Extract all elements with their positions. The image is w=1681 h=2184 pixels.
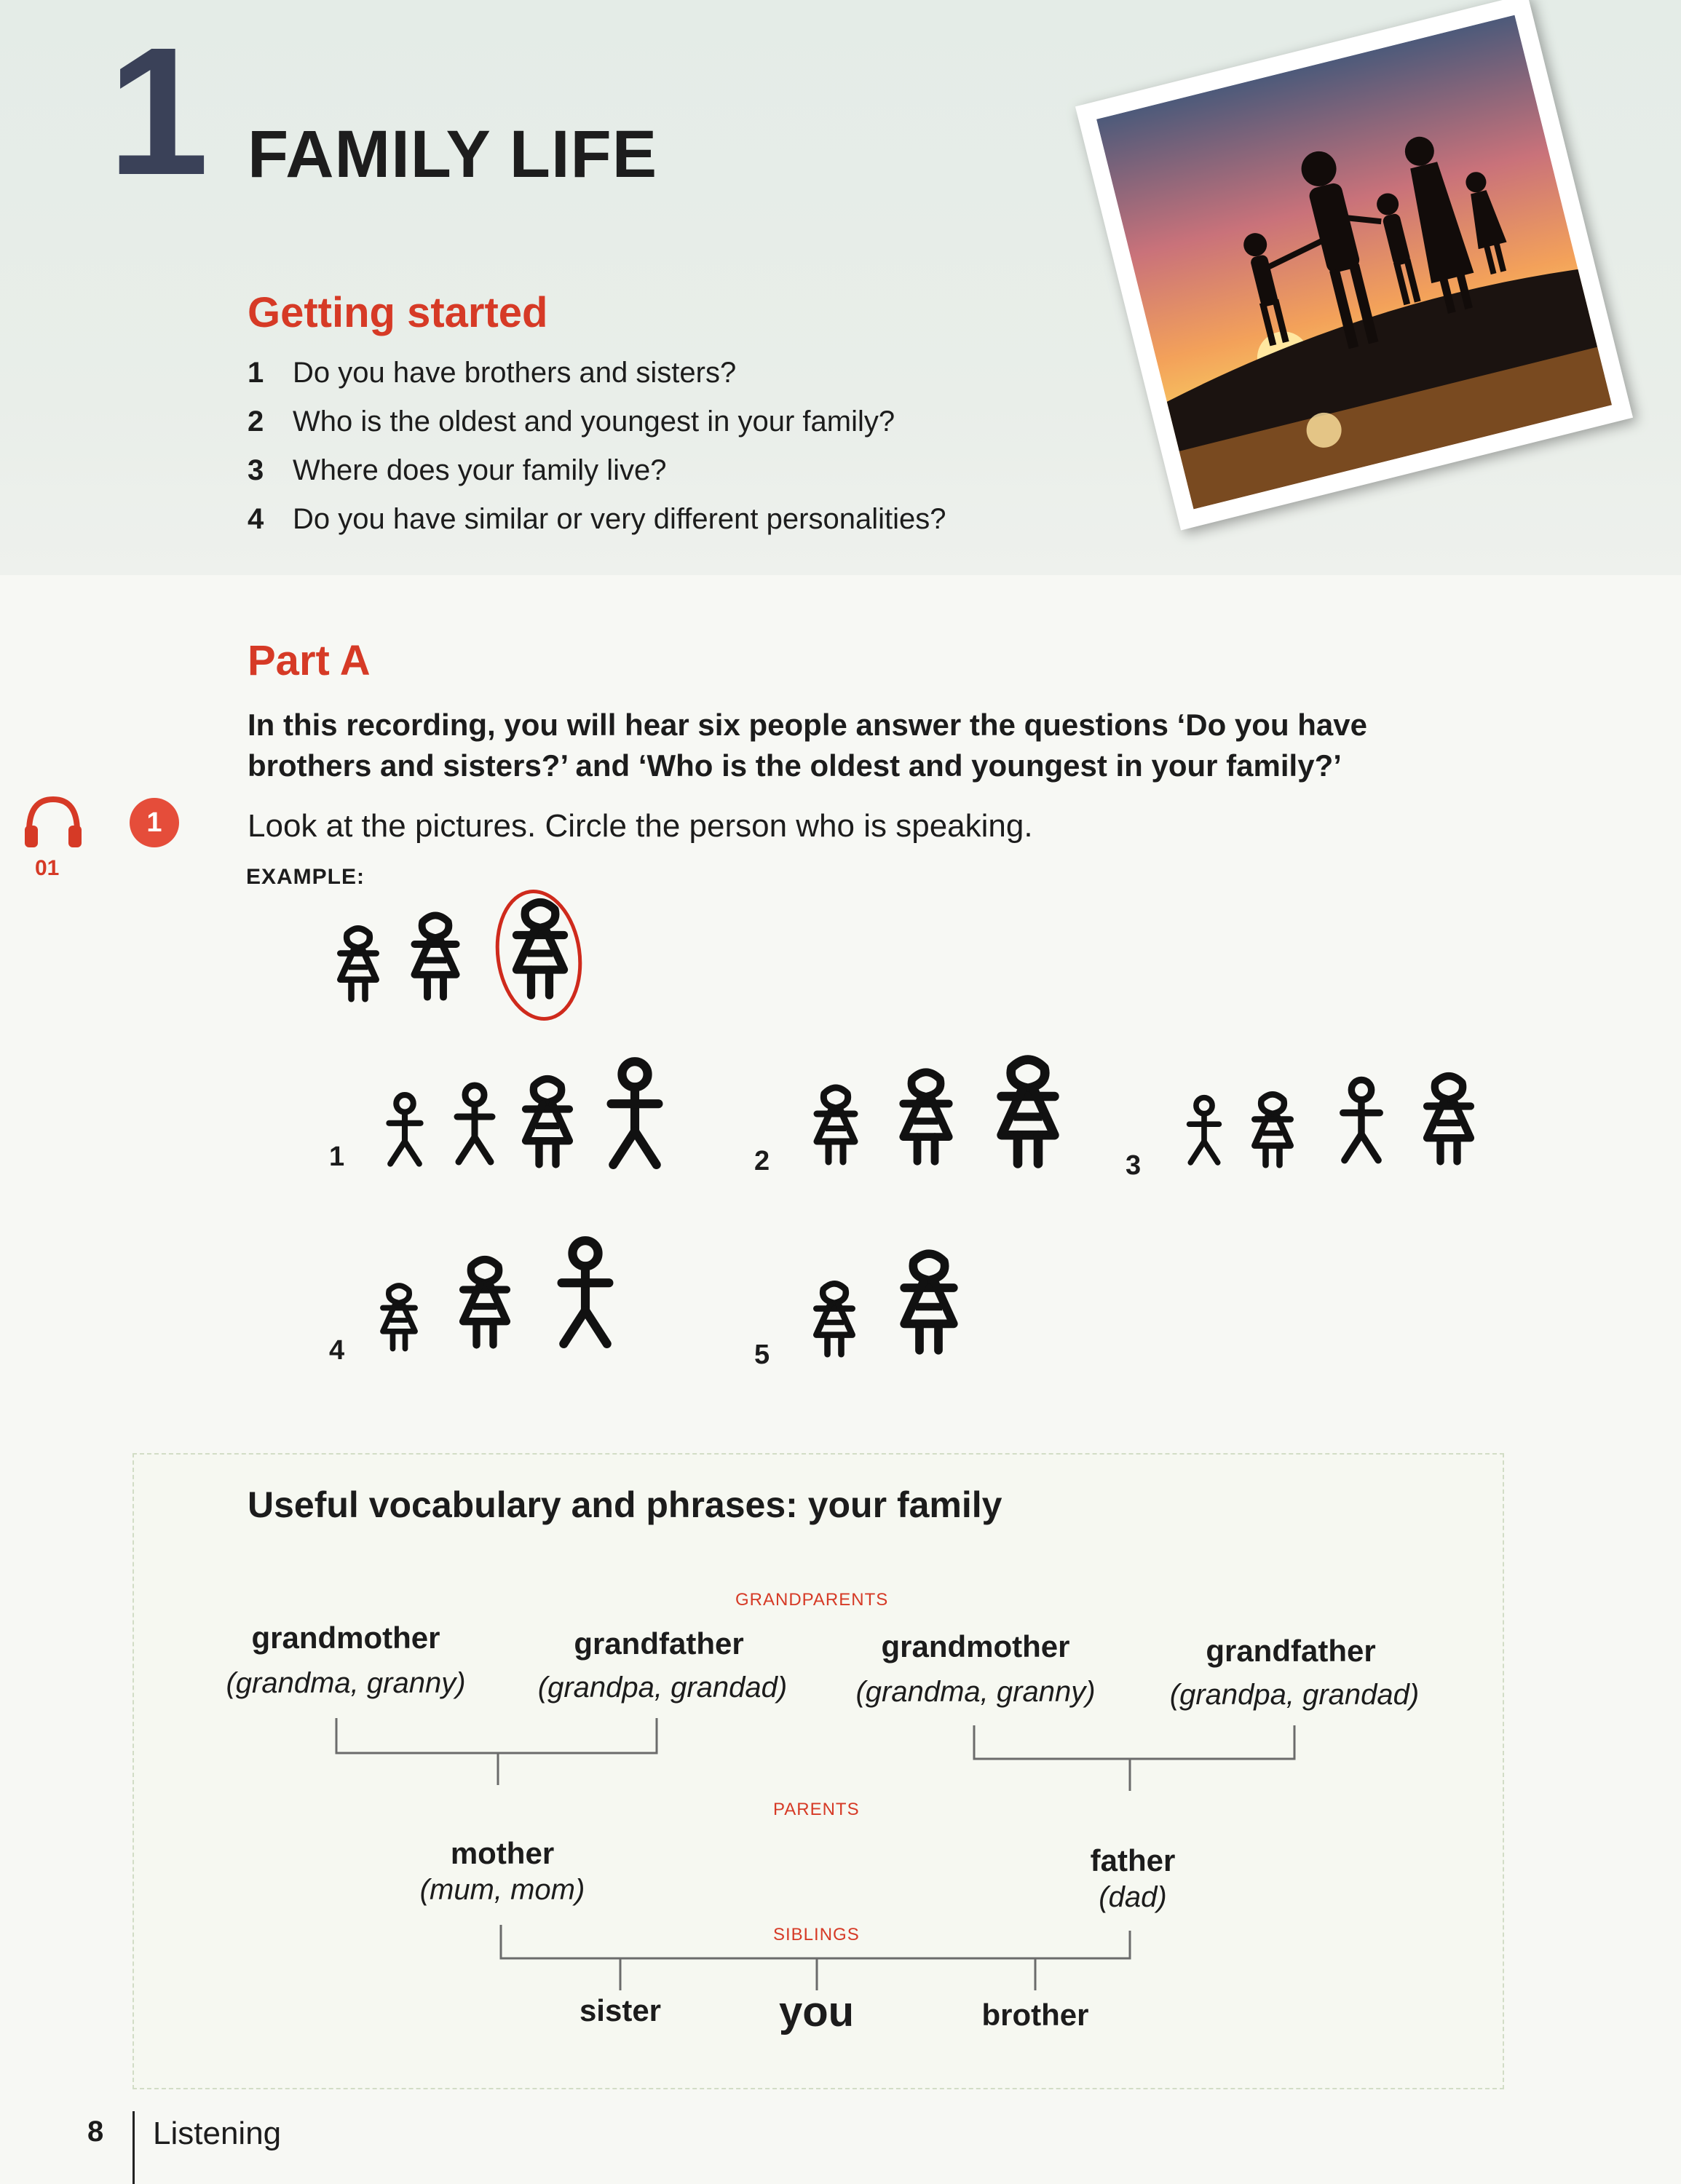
question-text: Do you have brothers and sisters?: [293, 357, 737, 389]
you-word: you: [779, 1988, 855, 2035]
question-number: 4: [248, 503, 264, 535]
question-text: Where does your family live?: [293, 454, 667, 486]
grandfather-1-alt: (grandpa, grandad): [537, 1671, 788, 1704]
picture-label-4: 4: [329, 1335, 345, 1366]
grandmother-1-alt: (grandma, granny): [226, 1667, 466, 1699]
grandmother-2-alt: (grandma, granny): [855, 1676, 1096, 1708]
question-number: 1: [248, 357, 264, 389]
grandfather-2-word: grandfather: [1206, 1634, 1376, 1668]
siblings-label: SIBLINGS: [773, 1925, 860, 1944]
grandmother-2-word: grandmother: [881, 1629, 1070, 1663]
brother-word: brother: [981, 1998, 1089, 2032]
footer-divider: [132, 2111, 135, 2184]
question-text: Do you have similar or very different personalities?: [293, 503, 946, 535]
question-number: 3: [248, 454, 264, 486]
picture-label-3: 3: [1126, 1150, 1142, 1181]
grandparents-label: GRANDPARENTS: [735, 1590, 889, 1610]
question-text: Who is the oldest and youngest in your family?: [293, 405, 895, 438]
grandfather-1-word: grandfather: [574, 1626, 744, 1661]
part-a-intro: In this recording, you will hear six people answer the questions ‘Do you have brothers and sisters?’ and ‘Who is the oldest and youngest in your family?’: [248, 708, 1368, 783]
grandfather-2-alt: (grandpa, grandad): [1169, 1679, 1420, 1711]
mother-alt: (mum, mom): [419, 1874, 585, 1906]
audio-track-number: 01: [35, 856, 60, 880]
page-number: 8: [87, 2116, 104, 2148]
vocabulary-title: Useful vocabulary and phrases: your family: [248, 1484, 1002, 1525]
picture-label-2: 2: [754, 1146, 770, 1176]
exercise-instruction: Look at the pictures. Circle the person who is speaking.: [248, 808, 1033, 844]
picture-label-1: 1: [329, 1142, 345, 1172]
unit-title: FAMILY LIFE: [248, 117, 658, 191]
exercise-number-badge: 1: [130, 798, 179, 847]
sister-word: sister: [579, 1993, 662, 2027]
parents-label: PARENTS: [773, 1800, 860, 1819]
grandmother-1-word: grandmother: [251, 1621, 440, 1655]
footer-section: Listening: [153, 2116, 282, 2151]
father-word: father: [1090, 1843, 1176, 1878]
example-label: EXAMPLE:: [246, 865, 365, 889]
unit-number: 1: [108, 9, 205, 213]
part-a-heading: Part A: [248, 637, 371, 684]
picture-label-5: 5: [754, 1340, 770, 1370]
getting-started-heading: Getting started: [248, 289, 548, 336]
mother-word: mother: [450, 1836, 555, 1870]
father-alt: (dad): [1099, 1881, 1167, 1913]
question-number: 2: [248, 405, 264, 438]
